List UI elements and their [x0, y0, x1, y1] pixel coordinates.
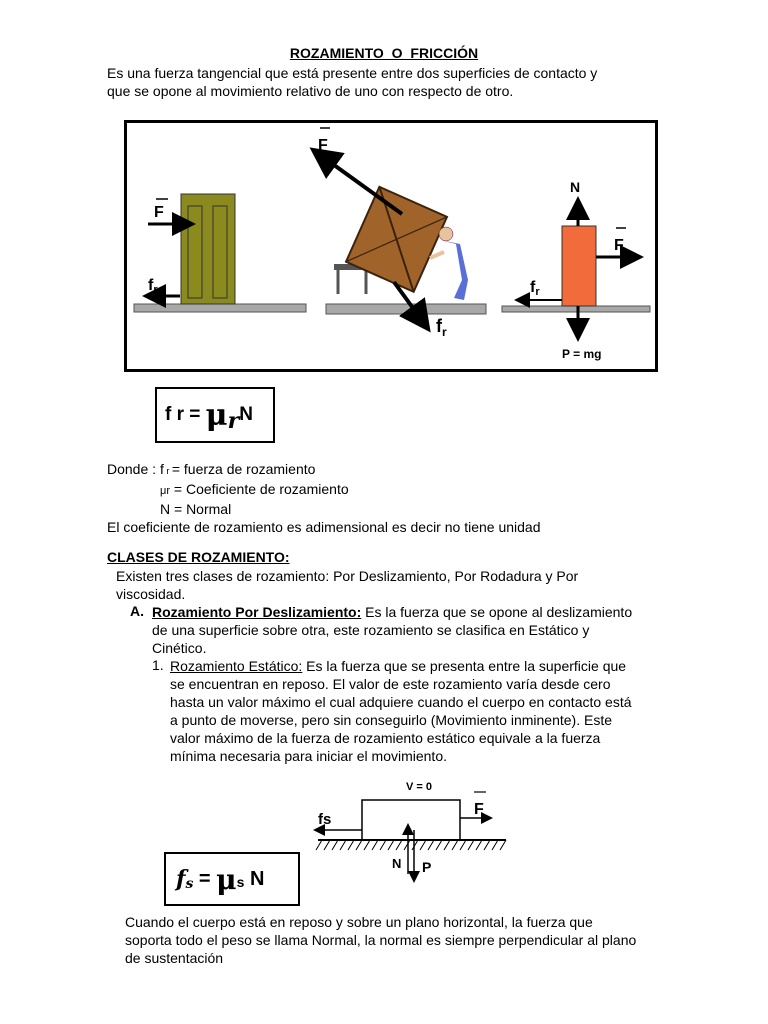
person-head — [439, 227, 453, 241]
closing-paragraph: Cuando el cuerpo está en reposo y sobre un plano horizontal, la fuerza que soporta todo el peso se llama Normal, la normal es siempre perpendicular al plano de sustentación — [125, 914, 637, 966]
ground-left — [134, 304, 306, 312]
def-fr: Donde : f r = fuerza de rozamiento — [107, 461, 316, 477]
intro-line-2: que se opone al movimiento relativo de uno con respecto de otro. — [107, 83, 514, 99]
item-1-estatico: Rozamiento Estático: Es la fuerza que se presenta entre la superficie que se encuentran en reposo. El valor de este rozamiento varía desde cero hasta un valor máximo el cual adquiere cuando el cuerpo en contacto está a punto de moverse, pero sin conseguirlo (Movimiento inminente). Este valor máximo de la fuerza de rozamiento estático equivale a la fuerza mínima necesaria para iniciar el movimiento. — [170, 658, 632, 764]
mu-symbol: μ — [205, 397, 228, 433]
page-title: ROZAMIENTO O FRICCIÓN — [289, 45, 479, 61]
intro-line-1: Es una fuerza tangencial que está presente entre dos superficies de contacto y — [107, 65, 598, 81]
intro-paragraph — [107, 64, 667, 100]
force-label-middle: F — [318, 137, 328, 154]
ground-right — [502, 306, 650, 312]
formula-rhs: N — [239, 404, 253, 425]
friction-label-left: fr — [148, 277, 158, 296]
def-n: N = Normal — [160, 501, 232, 517]
orange-block — [562, 226, 596, 306]
clases-intro: Existen tres clases de rozamiento: Por Deslizamiento, Por Rodadura y Por viscosidad. — [116, 568, 579, 602]
force-label-left: F — [154, 204, 164, 221]
force-label-right: F — [614, 237, 624, 254]
definitions — [107, 460, 667, 536]
static-friction-diagram — [310, 774, 510, 886]
list-marker-a: A. — [130, 603, 144, 619]
section-heading-clases: CLASES DE ROZAMIENTO: — [107, 549, 290, 565]
def-mu: μr = Coeficiente de rozamiento — [160, 481, 349, 497]
friction-illustration — [124, 120, 658, 372]
list-marker-1: 1. — [152, 657, 164, 673]
N-label: N — [392, 856, 402, 871]
F-label: F — [474, 801, 484, 818]
P-label: P — [422, 859, 432, 875]
ground-hatching — [316, 840, 506, 850]
formula-friction — [155, 387, 275, 443]
ground-middle — [326, 304, 486, 314]
item-a-title: Rozamiento Por Deslizamiento: — [152, 604, 362, 620]
mu-s-symbol: μ — [216, 862, 237, 896]
def-note: El coeficiente de rozamiento es adimensional es decir no tiene unidad — [107, 519, 541, 535]
friction-label-middle: $f_r$ — [436, 316, 447, 339]
item-1-title: Rozamiento Estático: — [170, 658, 303, 674]
friction-label-right: fr — [530, 279, 540, 298]
weight-label: P = mg — [562, 347, 602, 361]
mu-subscript: r — [227, 408, 240, 434]
item-a-deslizamiento: Rozamiento Por Deslizamiento: Es la fuerza que se opone al deslizamiento de una superficie sobre otra, este rozamiento se clasifica en Estático y Cinético. — [152, 604, 633, 656]
formula-lhs: f r = — [165, 404, 206, 425]
normal-label: N — [570, 179, 581, 195]
block — [362, 800, 460, 840]
fs-label: fs — [318, 811, 332, 828]
velocity-label: V = 0 — [406, 781, 432, 793]
fs-symbol: f — [176, 866, 186, 892]
formula-static-friction: f s = μ s N — [164, 852, 300, 906]
